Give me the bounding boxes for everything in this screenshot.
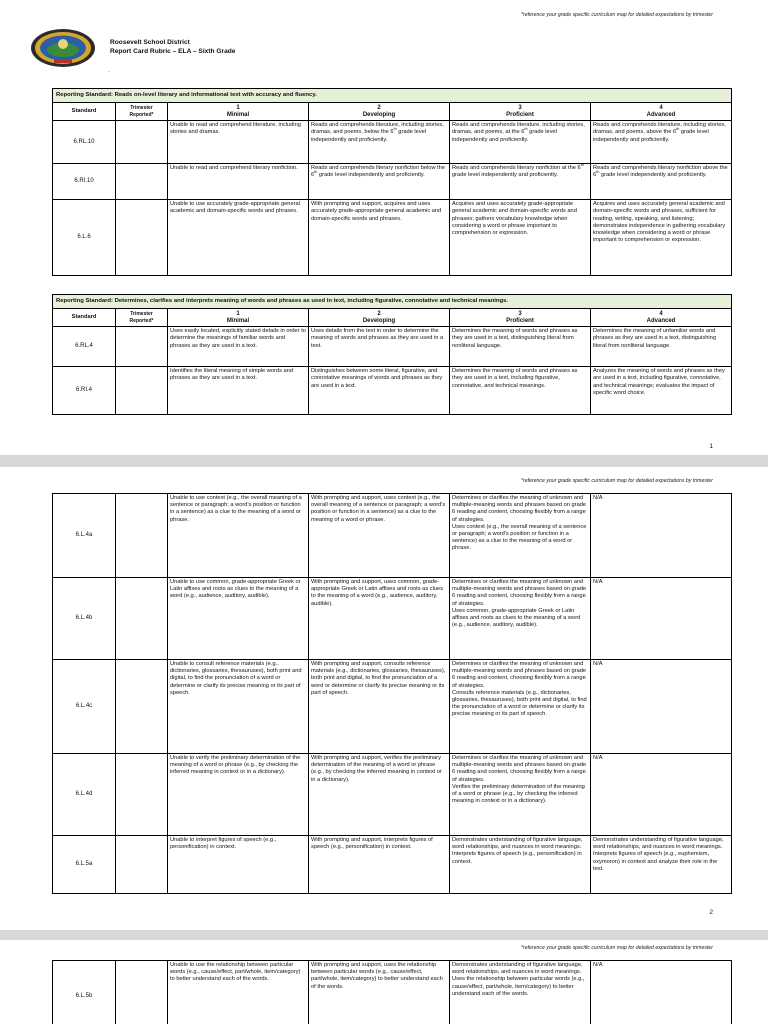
table-row <box>53 164 732 200</box>
minimal-cell: Uses easily located, explicitly stated details in order to determine the meanings of familiar words and phrases as they are used in a text. <box>168 327 309 367</box>
standard-code: 6.L.4a <box>53 494 116 578</box>
proficient-cell: Reads and comprehends literature, including stories, dramas, and poems, at the 6th grade level independently and proficiently. <box>450 121 591 164</box>
trimester-cell <box>116 660 168 754</box>
standard-code: 6.L.4d <box>53 754 116 836</box>
developing-cell: With prompting and support, uses the relationship between particular words (e.g., cause/effect, part/whole, item/category) to better understand each of the words. <box>309 961 450 1024</box>
table-row <box>53 121 732 164</box>
standard-code: 6.RL.10 <box>53 121 116 164</box>
rubric-table-3 <box>52 493 732 894</box>
developing-cell: Distinguishes between some literal, figurative, and connotative meanings of words and phrases as they are used in a text. <box>309 367 450 415</box>
trimester-cell <box>116 164 168 200</box>
developing-cell: Reads and comprehends literature, including stories, dramas, and poems, below the 6th grade level independently and proficiently. <box>309 121 450 164</box>
minimal-cell: Unable to read and comprehend literary nonfiction. <box>168 164 309 200</box>
curriculum-note: *reference your grade specific curriculum map for detailed expectations by trimester <box>520 12 713 18</box>
proficient-cell: Determines the meaning of words and phrases as they are used in a text, including figurative, connotative, and technical meanings. <box>450 367 591 415</box>
developing-cell: With prompting and support, uses context (e.g., the overall meaning of a sentence or paragraph; a word's position or function in a sentence) as a clue to the meaning of a word or phrase. <box>309 494 450 578</box>
level-4-header: 4 Advanced <box>591 309 732 327</box>
advanced-cell: N/A <box>591 961 732 1024</box>
rubric-table-4 <box>52 960 732 1024</box>
reporting-standard-title: Reporting Standard: Reads on-level literary and informational text with accuracy and fluency. <box>53 89 732 103</box>
developing-cell: With prompting and support, consults reference materials (e.g., dictionaries, glossaries, thesauruses), both print and digital, to find the pronunciation of a word or determine or clarify its precise meaning or its part of speech. <box>309 660 450 754</box>
standard-header: Standard <box>53 103 116 121</box>
rubric-table-1 <box>52 88 732 276</box>
page-number: 1 <box>709 443 713 450</box>
table-row <box>53 327 732 367</box>
proficient-cell: Determines or clarifies the meaning of unknown and multiple-meaning words and phrases based on grade 6 reading and content, choosing flexibly from a range of strategies. Uses common, grade-appropriate Greek or Latin affixes and roots as clues to the meaning of a word (e.g., audience, auditory, audible). <box>450 578 591 660</box>
page-3 <box>0 940 768 1024</box>
minimal-cell: Unable to use common, grade-appropriate Greek or Latin affixes and roots as clues to the meaning of a word (e.g., audience, auditory, audible). <box>168 578 309 660</box>
developing-cell: With prompting and support, interprets figures of speech (e.g., personification) in context. <box>309 836 450 894</box>
table-row <box>53 494 732 578</box>
trimester-cell <box>116 494 168 578</box>
reporting-standard-title: Reporting Standard: Determines, clarifies and interprets meaning of words and phrases as used in text, including figurative, connotative and technical meanings. <box>53 295 732 309</box>
minimal-cell: Unable to read and comprehend literature, including stories and dramas. <box>168 121 309 164</box>
advanced-cell: Acquires and uses accurately general academic and domain-specific words and phrases, sufficient for reading, writing, speaking, and listening; demonstrates independence in gathering vocabulary knowledge when considering a word or phrase important to comprehension or expression. <box>591 200 732 276</box>
header-dot: . <box>108 68 110 74</box>
proficient-cell: Demonstrates understanding of figurative language, word relationships, and nuances in word meanings. Uses the relationship between particular words (e.g., cause/effect, part/whole, item/category) to better understand each of the words. <box>450 961 591 1024</box>
header-text <box>110 38 235 56</box>
standard-header: Standard <box>53 309 116 327</box>
trimester-cell <box>116 754 168 836</box>
advanced-cell: Analyzes the meaning of words and phrases as they are used in a text, including figurative, connotative, and technical meanings; evaluates the impact of specific word choice. <box>591 367 732 415</box>
level-4-header: 4 Advanced <box>591 103 732 121</box>
trimester-cell <box>116 578 168 660</box>
developing-cell: Uses details from the text in order to determine the meaning of words and phrases as they are used in a text. <box>309 327 450 367</box>
minimal-cell: Unable to use the relationship between particular words (e.g., cause/effect, part/whole, item/category) to better understand each of the words. <box>168 961 309 1024</box>
advanced-cell: N/A <box>591 754 732 836</box>
developing-cell: With prompting and support, acquires and uses accurately grade-appropriate general academic and domain-specific words and phrases. <box>309 200 450 276</box>
advanced-cell: N/A <box>591 494 732 578</box>
level-2-header: 2 Developing <box>309 309 450 327</box>
level-3-header: 3 Proficient <box>450 309 591 327</box>
advanced-cell: N/A <box>591 578 732 660</box>
standard-code: 6.L.5b <box>53 961 116 1024</box>
trimester-cell <box>116 836 168 894</box>
table-row <box>53 754 732 836</box>
developing-cell: With prompting and support, uses common, grade-appropriate Greek or Latin affixes and roots as clues to the meaning of a word (e.g., audience, auditory, audible). <box>309 578 450 660</box>
standard-code: 6.L.5a <box>53 836 116 894</box>
standard-code: 6.L.4b <box>53 578 116 660</box>
trimester-cell <box>116 367 168 415</box>
proficient-cell: Determines the meaning of words and phrases as they are used in a text, distinguishing literal from nonliteral language. <box>450 327 591 367</box>
minimal-cell: Unable to interpret figures of speech (e.g., personification) in context. <box>168 836 309 894</box>
rubric-table-2 <box>52 294 732 415</box>
proficient-cell: Demonstrates understanding of figurative language, word relationships, and nuances in word meanings. Interprets figures of speech (e.g., personification) in context. <box>450 836 591 894</box>
advanced-cell: Determines the meaning of unfamiliar words and phrases as they are used in a text, distinguishing literal from nonliteral language. <box>591 327 732 367</box>
proficient-cell: Determines or clarifies the meaning of unknown and multiple-meaning words and phrases based on grade 6 reading and content, choosing flexibly from a range of strategies. Consults reference materials (e.g., dictionaries, glossaries, thesauruses), both print and digital, to find the pronunciation of a word or determine or clarify its precise meaning or its part of speech. <box>450 660 591 754</box>
trimester-cell <box>116 121 168 164</box>
page-2 <box>0 467 768 930</box>
trimester-header: Trimester Reported* <box>116 309 168 327</box>
standard-code: 6.L.4c <box>53 660 116 754</box>
standard-code: 6.RL.4 <box>53 327 116 367</box>
table-row <box>53 200 732 276</box>
curriculum-note: *reference your grade specific curriculum map for detailed expectations by trimester <box>520 478 713 484</box>
proficient-cell: Determines or clarifies the meaning of unknown and multiple-meaning words and phrases based on grade 6 reading and content, choosing flexibly from a range of strategies. Uses context (e.g., the overall meaning of a sentence or paragraph; a word's position or function in a sentence) as a clue to the meaning of a word or phrase. <box>450 494 591 578</box>
advanced-cell: N/A <box>591 660 732 754</box>
page-number: 2 <box>709 909 713 916</box>
page-1 <box>0 0 768 455</box>
standard-code: 6.RI.10 <box>53 164 116 200</box>
minimal-cell: Unable to consult reference materials (e.g., dictionaries, glossaries, thesauruses), both print and digital, to find the pronunciation of a word or determine or clarify its precise meaning or its part of speech. <box>168 660 309 754</box>
standard-code: 6.RI.4 <box>53 367 116 415</box>
trimester-cell <box>116 200 168 276</box>
standard-code: 6.L.6 <box>53 200 116 276</box>
developing-cell: Reads and comprehends literary nonfiction below the 6th grade level independently and proficiently. <box>309 164 450 200</box>
table-row <box>53 961 732 1024</box>
table-row <box>53 367 732 415</box>
level-3-header: 3 Proficient <box>450 103 591 121</box>
proficient-cell: Determines or clarifies the meaning of unknown and multiple-meaning words and phrases based on grade 6 reading and content, choosing flexibly from a range of strategies. Verifies the preliminary determination of the meaning of a word or phrase (e.g., by checking the inferred meaning in context or in a dictionary). <box>450 754 591 836</box>
table-row <box>53 660 732 754</box>
level-1-header: 1 Minimal <box>168 103 309 121</box>
advanced-cell: Demonstrates understanding of figurative language, word relationships, and nuances in word meanings. Interprets figures of speech (e.g., euphemism, oxymoron) in context and analyze their role in the text. <box>591 836 732 894</box>
minimal-cell: Identifies the literal meaning of simple words and phrases as they are used in a text. <box>168 367 309 415</box>
trimester-cell <box>116 327 168 367</box>
proficient-cell: Acquires and uses accurately grade-appropriate general academic and domain-specific words and phrases; gathers vocabulary knowledge when considering a word or phrase important to comprehension or expression. <box>450 200 591 276</box>
advanced-cell: Reads and comprehends literature, including stories, dramas, and poems, above the 6th grade level independently and proficiently. <box>591 121 732 164</box>
district-name: Roosevelt School District <box>110 39 190 46</box>
table-row <box>53 836 732 894</box>
minimal-cell: Unable to use accurately grade-appropriate general academic and domain-specific words and phrases. <box>168 200 309 276</box>
table-row <box>53 578 732 660</box>
document-subtitle: Report Card Rubric – ELA – Sixth Grade <box>110 48 236 55</box>
trimester-header: Trimester Reported* <box>116 103 168 121</box>
proficient-cell: Reads and comprehends literary nonfiction at the 6th grade level independently and proficiently. <box>450 164 591 200</box>
advanced-cell: Reads and comprehends literary nonfiction above the 6th grade level independently and proficiently. <box>591 164 732 200</box>
curriculum-note: *reference your grade specific curriculum map for detailed expectations by trimester <box>520 945 713 951</box>
minimal-cell: Unable to use context (e.g., the overall meaning of a sentence or paragraph; a word's position or function in a sentence) as a clue to the meaning of a word or phrase. <box>168 494 309 578</box>
developing-cell: With prompting and support, verifies the preliminary determination of the meaning of a word or phrase (e.g., by checking the inferred meaning in context or in a dictionary). <box>309 754 450 836</box>
district-seal-icon <box>30 28 96 68</box>
level-2-header: 2 Developing <box>309 103 450 121</box>
trimester-cell <box>116 961 168 1024</box>
minimal-cell: Unable to verify the preliminary determination of the meaning of a word or phrase (e.g., by checking the inferred meaning in context or in a dictionary). <box>168 754 309 836</box>
level-1-header: 1 Minimal <box>168 309 309 327</box>
